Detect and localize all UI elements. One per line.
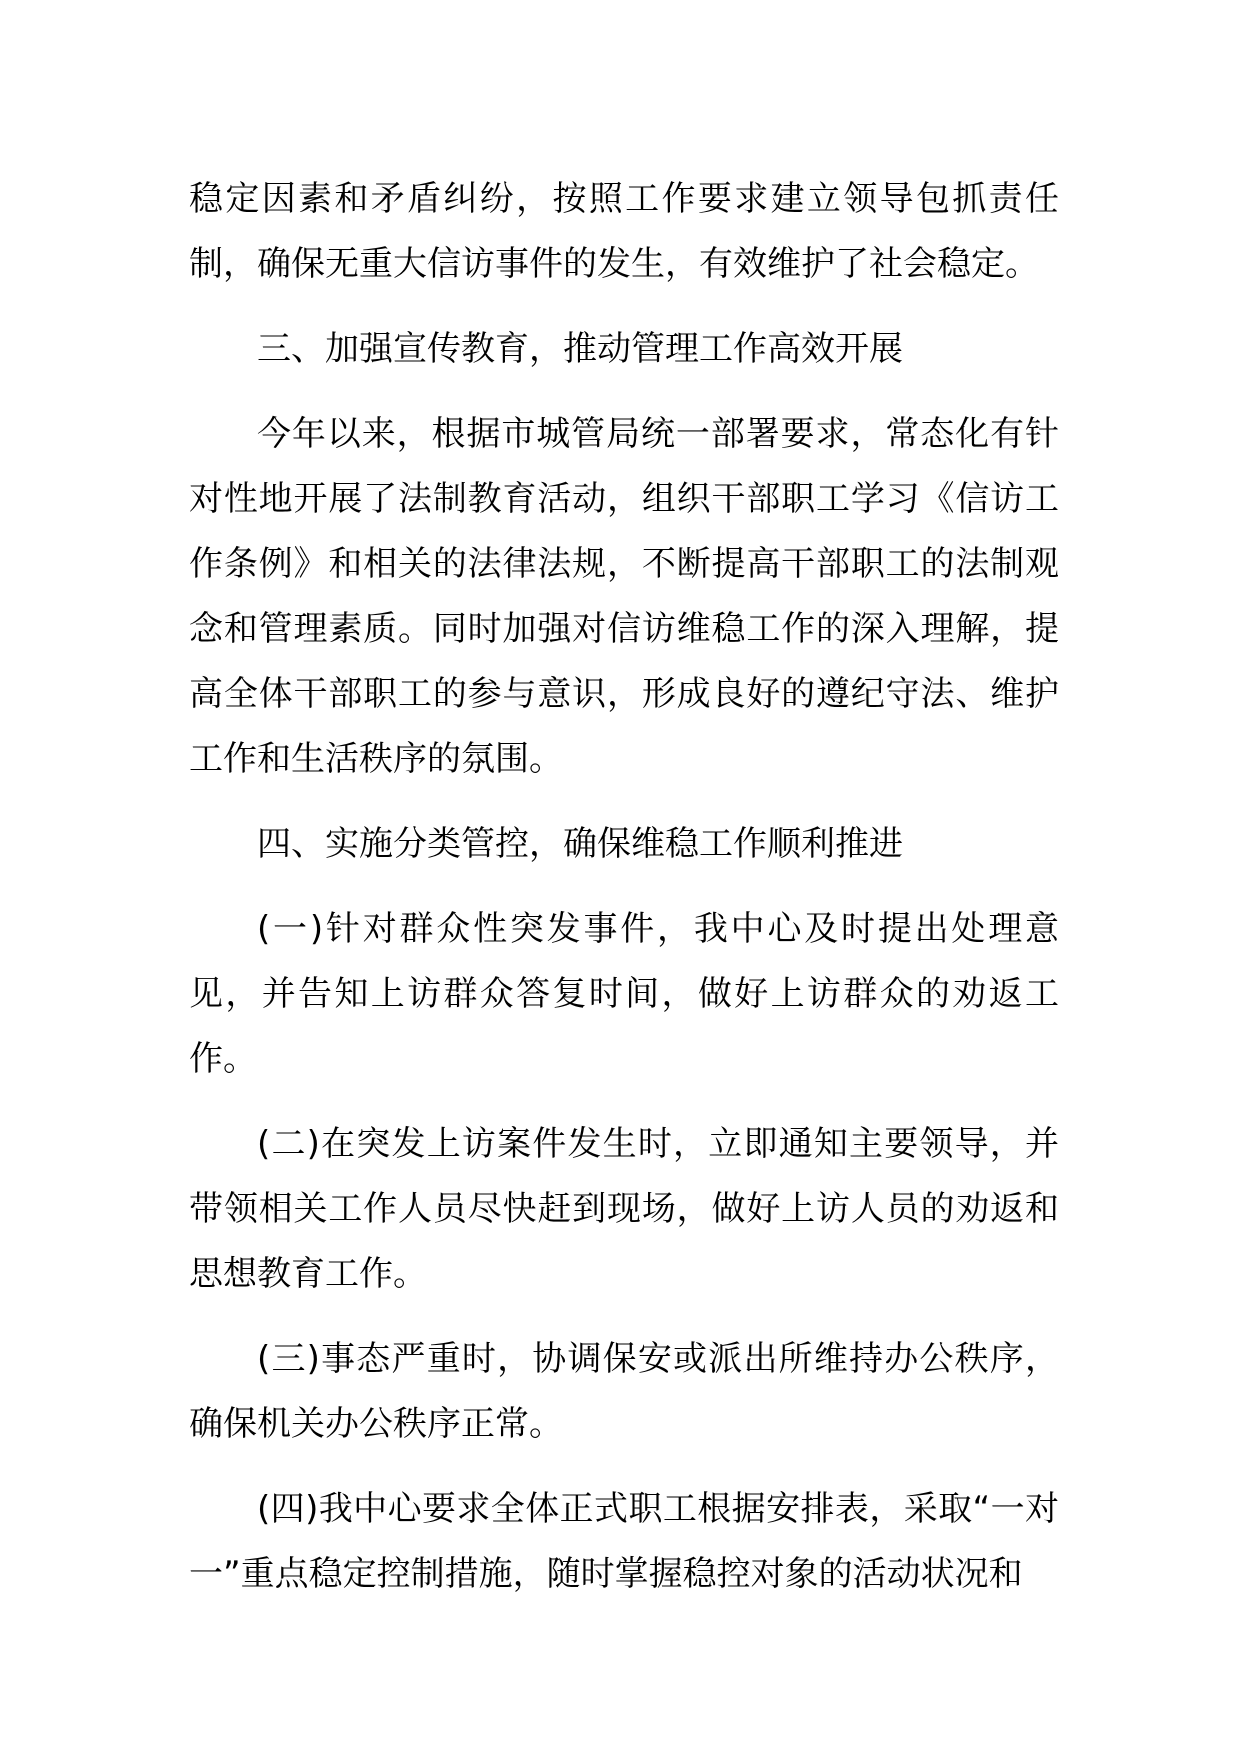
paragraph-continuation: 稳定因素和矛盾纠纷，按照工作要求建立领导包抓责任制，确保无重大信访事件的发生，有效维护了社会稳定。: [189, 179, 1059, 284]
paragraph-item-four: (四)我中心要求全体正式职工根据安排表，采取“一对一”重点稳定控制措施，随时掌握稳控对象的活动状况和: [189, 1489, 1059, 1594]
paragraph-item-three: (三)事态严重时，协调保安或派出所维持办公秩序，确保机关办公秩序正常。: [189, 1339, 1059, 1444]
paragraph-item-one: (一)针对群众性突发事件，我中心及时提出处理意见，并告知上访群众答复时间，做好上访群众的劝返工作。: [189, 909, 1059, 1079]
section-heading-four: 四、实施分类管控，确保维稳工作顺利推进: [257, 824, 903, 864]
document-body: [189, 167, 1059, 1627]
paragraph-item-two: (二)在突发上访案件发生时，立即通知主要领导，并带领相关工作人员尽快赶到现场，做好上访人员的劝返和思想教育工作。: [189, 1124, 1059, 1294]
section-heading-three: 三、加强宣传教育，推动管理工作高效开展: [257, 329, 903, 369]
paragraph-publicity-education: 今年以来，根据市城管局统一部署要求，常态化有针对性地开展了法制教育活动，组织干部职工学习《信访工作条例》和相关的法律法规，不断提高干部职工的法制观念和管理素质。同时加强对信访维稳工作的深入理解，提高全体干部职工的参与意识，形成良好的遵纪守法、维护工作和生活秩序的氛围。: [189, 414, 1059, 779]
